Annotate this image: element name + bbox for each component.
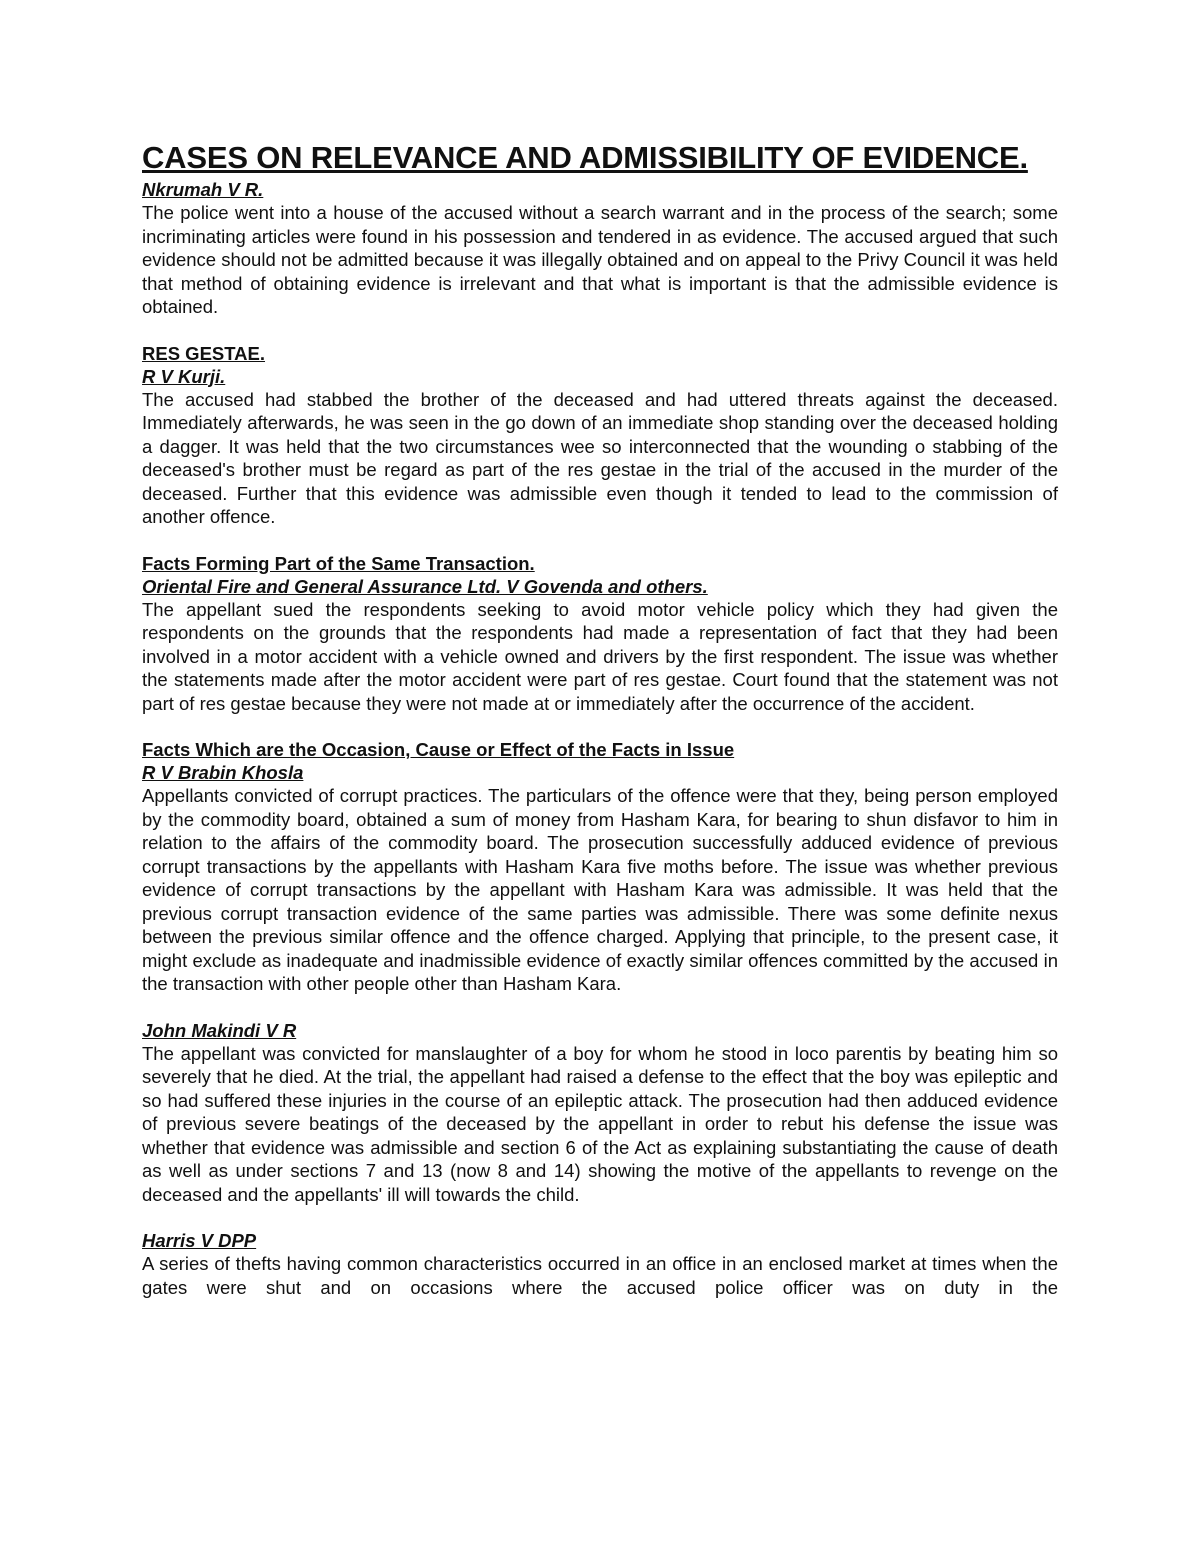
heading-occasion-cause-effect: Facts Which are the Occasion, Cause or Effect of the Facts in Issue (142, 739, 735, 760)
heading-same-transaction: Facts Forming Part of the Same Transaction. (142, 552, 535, 574)
spacer (142, 529, 1058, 552)
spacer (142, 715, 1058, 738)
case-summary-nkrumah: The police went into a house of the accused without a search warrant and in the process of the search; some incriminating articles were found in his possession and tendered in as evidence. The accused argued that such evidence should not be admitted because it was illegally obtained and on appeal to the Privy Council it was held that method of obtaining evidence is irrelevant and that what is important is that the admissible evidence is obtained. (142, 202, 1058, 317)
spacer (142, 319, 1058, 342)
case-summary-kurji: The accused had stabbed the brother of the deceased and had uttered threats against the deceased. Immediately afterwards, he was seen in the go down of an immediate shop standing over the deceased holding a dagger. It was held that the two circumstances wee so interconnected that the wounding o stabbing of the deceased's brother must be regard as part of the res gestae in the trial of the accused in the murder of the deceased. Further that this evidence was admissible even though it tended to lead to the commission of another offence. (142, 388, 1058, 527)
document-title: CASES ON RELEVANCE AND ADMISSIBILITY OF EVIDENCE. (142, 140, 1028, 175)
case-name-john-makindi: John Makindi V R (142, 1019, 297, 1041)
case-summary-oriental-fire: The appellant sued the respondents seeking to avoid motor vehicle policy which they had given the respondents on the grounds that the respondents had made a representation of fact that they had been involved in a motor accident with a vehicle owned and drivers by the first respondent. The issue was whether the statements made after the motor accident were part of res gestae. Court found that the statement was not part of res gestae because they were not made at or immediately after the occurrence of the accident. (142, 598, 1058, 714)
document-content (142, 138, 1058, 1299)
case-summary-harris-dpp: A series of thefts having common characteristics occurred in an office in an enclosed market at times when the gates were shut and on occasions where the accused police officer was on duty in the (142, 1253, 1058, 1298)
spacer (142, 1206, 1058, 1229)
spacer (142, 996, 1058, 1019)
heading-res-gestae: RES GESTAE. (142, 342, 266, 364)
case-name-oriental-fire: Oriental Fire and General Assurance Ltd. V Govenda and others. (142, 575, 708, 597)
case-summary-brabin-khosla: Appellants convicted of corrupt practices. The particulars of the offence were that they, being person employed by the commodity board, obtained a sum of money from Hasham Kara, for bearing to shun disfavor to him in relation to the affairs of the commodity board. The prosecution successfully adduced evidence of previous corrupt transactions by the appellants with Hasham Kara five moths before. The issue was whether previous evidence of corrupt transactions by the appellant with Hasham Kara was admissible. It was held that the previous corrupt transaction evidence of the same parties was admissible. There was some definite nexus between the previous similar offence and the offence charged. Applying that principle, to the present case, it might exclude as inadequate and inadmissible evidence of exactly similar offences committed by the accused in the transaction with other people other than Hasham Kara. (142, 785, 1058, 994)
case-name-harris-dpp: Harris V DPP (142, 1230, 257, 1251)
case-name-brabin-khosla: R V Brabin Khosla (142, 762, 304, 783)
case-name-kurji: R V Kurji. (142, 365, 226, 387)
case-summary-john-makindi: The appellant was convicted for manslaughter of a boy for whom he stood in loco parentis by beating him so severely that he died. At the trial, the appellant had raised a defense to the effect that the boy was epileptic and so had suffered these injuries in the course of an epileptic attack. The prosecution had then adduced evidence of previous severe beatings of the deceased by the appellant in order to rebut his defense the issue was whether that evidence was admissible and section 6 of the Act as explaining substantiating the cause of death as well as under sections 7 and 13 (now 8 and 14) showing the motive of the appellants to revenge on the deceased and the appellants' ill will towards the child. (142, 1042, 1058, 1205)
case-name-nkrumah: Nkrumah V R. (142, 179, 264, 200)
